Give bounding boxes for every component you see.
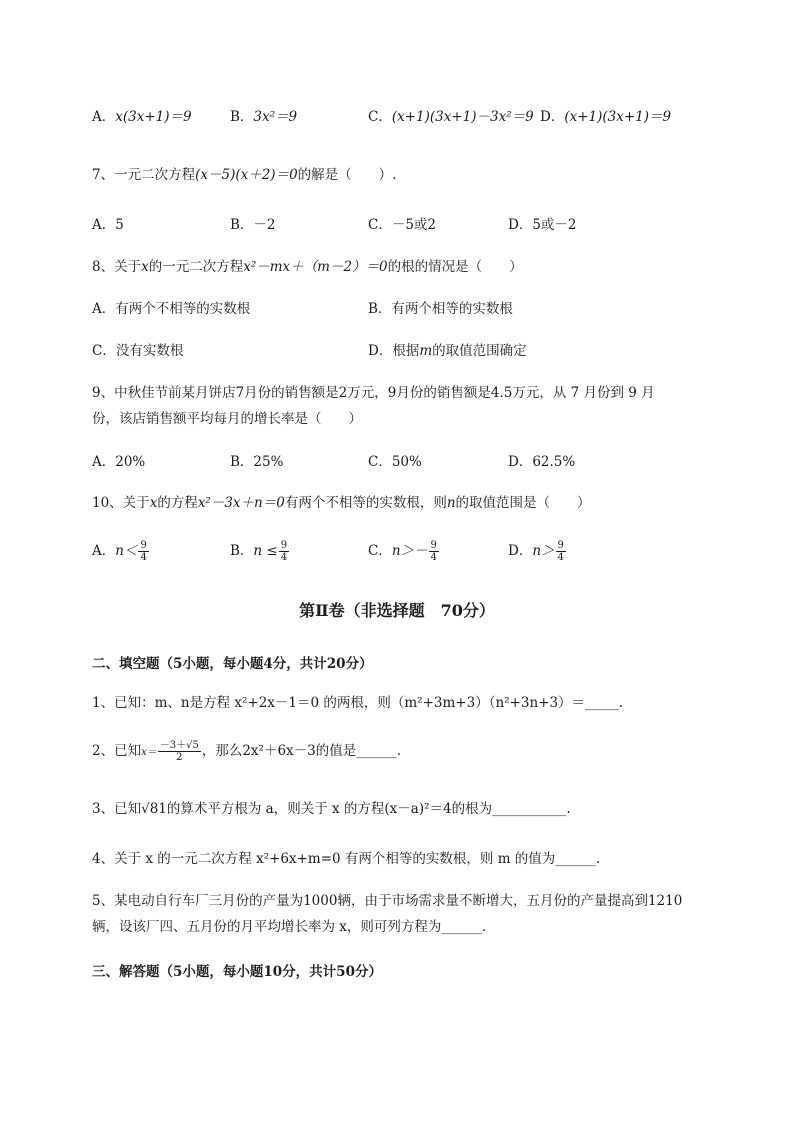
- question-7: [92, 166, 396, 184]
- q8-option-c: C．没有实数根: [92, 343, 184, 359]
- fill-q2-post: ，那么2x²＋6x－3的值是______.: [201, 743, 402, 759]
- q6-option-d-label: D．: [540, 109, 565, 125]
- question-8: [92, 258, 523, 276]
- q6-option-b-expr: 3x²＝9: [253, 109, 298, 125]
- q6-option-d: [540, 108, 671, 126]
- q10-text-post2: 的取值范围是（ ）: [455, 495, 591, 511]
- q10-text-pre: 10、关于: [92, 495, 150, 511]
- fill-q2-x: x＝: [141, 747, 157, 758]
- fill-question-5-line-1: 5、某电动自行车厂三月份的产量为1000辆，由于市场需求量不断增大，五月份的产量提高到1210: [92, 893, 683, 909]
- fraction-numerator: 9: [280, 540, 288, 551]
- q10-var: x: [149, 495, 158, 511]
- q8-option-d: [368, 342, 527, 360]
- q10-option-d: [508, 540, 567, 563]
- q6-option-a-expr: x(3x+1)＝9: [115, 109, 192, 125]
- section-2-heading: 二、填空题（5小题，每小题4分，共计20分）: [92, 656, 373, 672]
- fraction-denominator: 2: [176, 752, 183, 763]
- q10-option-d-label: D．: [508, 543, 533, 559]
- q7-option-b: B．－2: [230, 217, 276, 233]
- fill-question-3: 3、已知√81的算术平方根为 a，则关于 x 的方程(x－a)²＝4的根为___________.: [92, 801, 571, 817]
- fraction-denominator: 4: [557, 552, 564, 563]
- q6-option-a-label: A．: [92, 109, 116, 125]
- q8-text-post: 的根的情况是（ ）: [387, 259, 523, 275]
- q10-option-a-label: A．: [92, 543, 116, 559]
- q10-option-b-relation: n ≤: [253, 543, 278, 559]
- q10-option-c-fraction: [429, 540, 439, 563]
- q6-option-c-expr: (x+1)(3x+1)－3x²＝9: [391, 109, 534, 125]
- q9-option-a: A．20%: [92, 454, 146, 470]
- q10-option-c-label: C．: [368, 543, 392, 559]
- q6-option-b-label: B．: [230, 109, 254, 125]
- q10-option-d-relation: n＞: [532, 543, 555, 559]
- q9-option-b: B．25%: [230, 454, 284, 470]
- q10-text-post1: 有两个不相等的实数根，则: [284, 495, 447, 511]
- question-9-line-1: 9、中秋佳节前某月饼店7月份的销售额是2万元，9月份的销售额是4.5万元，从 7 月份到 9 月: [92, 385, 655, 401]
- q10-option-b-label: B．: [230, 543, 254, 559]
- fraction-numerator: 9: [140, 540, 147, 551]
- question-10: [92, 494, 591, 512]
- q6-option-b: [230, 108, 297, 126]
- fraction-denominator: 4: [430, 552, 437, 563]
- fill-q2-pre: 2、已知: [92, 743, 142, 759]
- q6-option-a: [92, 108, 192, 126]
- q8-option-b: B．有两个相等的实数根: [368, 301, 513, 317]
- q10-option-c-relation: n＞－: [391, 543, 428, 559]
- q6-option-c: [368, 108, 534, 126]
- fraction-denominator: 4: [140, 552, 147, 563]
- q7-option-d: D．5或－2: [508, 217, 577, 233]
- question-9-line-2: 份，该店销售额平均每月的增长率是（ ）: [92, 411, 362, 427]
- fill-question-1: 1、已知：m、n是方程 x²+2x－1＝0 的两根，则（m²+3m+3）（n²+3n+3）＝_____.: [92, 695, 624, 711]
- fraction-numerator: －3＋√5: [159, 740, 199, 751]
- fraction-denominator: 4: [280, 552, 288, 563]
- q7-option-c: C．－5或2: [368, 217, 437, 233]
- q8-option-a: A．有两个不相等的实数根: [92, 301, 251, 317]
- part-2-title: 第Ⅱ卷（非选择题 70分）: [299, 601, 495, 620]
- q8-text-mid: 的一元二次方程: [148, 259, 244, 275]
- section-3-heading: 三、解答题（5小题，每小题10分，共计50分）: [92, 964, 382, 980]
- q10-option-a-relation: n＜: [115, 543, 138, 559]
- q7-option-a: A．5: [92, 217, 124, 233]
- q8-text-pre: 8、关于: [92, 259, 142, 275]
- q10-option-b-fraction: [279, 540, 289, 563]
- q9-option-c: C．50%: [368, 454, 422, 470]
- q10-text-mid: 的方程: [157, 495, 198, 511]
- q7-equation: (x－5)(x＋2)＝0: [195, 167, 298, 183]
- q10-option-a: [92, 540, 150, 563]
- q7-text-pre: 7、一元二次方程: [92, 167, 196, 183]
- q10-option-d-fraction: [556, 540, 566, 563]
- q8-var: x: [141, 259, 149, 275]
- q10-option-c: [368, 540, 440, 563]
- fill-question-2: [92, 740, 401, 763]
- q10-option-a-fraction: [138, 540, 148, 563]
- q8-option-d-var: m: [419, 343, 433, 359]
- q8-option-d-pre: D．根据: [368, 343, 420, 359]
- q9-option-d: D．62.5%: [508, 454, 576, 470]
- fill-question-5-line-2: 辆，设该厂四、五月份的月平均增长率为 x，则可列方程为______.: [92, 919, 487, 935]
- fraction-numerator: 9: [430, 540, 437, 551]
- fill-question-4: 4、关于 x 的一元二次方程 x²+6x+m=0 有两个相等的实数根，则 m 的值为______.: [92, 851, 601, 867]
- q10-equation: x²－3x＋n＝0: [197, 495, 285, 511]
- q6-option-d-expr: (x+1)(3x+1)＝9: [564, 109, 672, 125]
- q10-var-n: n: [446, 495, 456, 511]
- fill-q2-fraction: [158, 740, 201, 763]
- q10-option-b: [230, 540, 290, 563]
- q8-option-d-post: 的取值范围确定: [432, 343, 527, 359]
- q6-option-c-label: C．: [368, 109, 392, 125]
- q8-equation: x²－mx＋（m－2）＝0: [243, 259, 388, 275]
- q7-text-post: 的解是（ ）.: [297, 167, 397, 183]
- fraction-numerator: 9: [557, 540, 564, 551]
